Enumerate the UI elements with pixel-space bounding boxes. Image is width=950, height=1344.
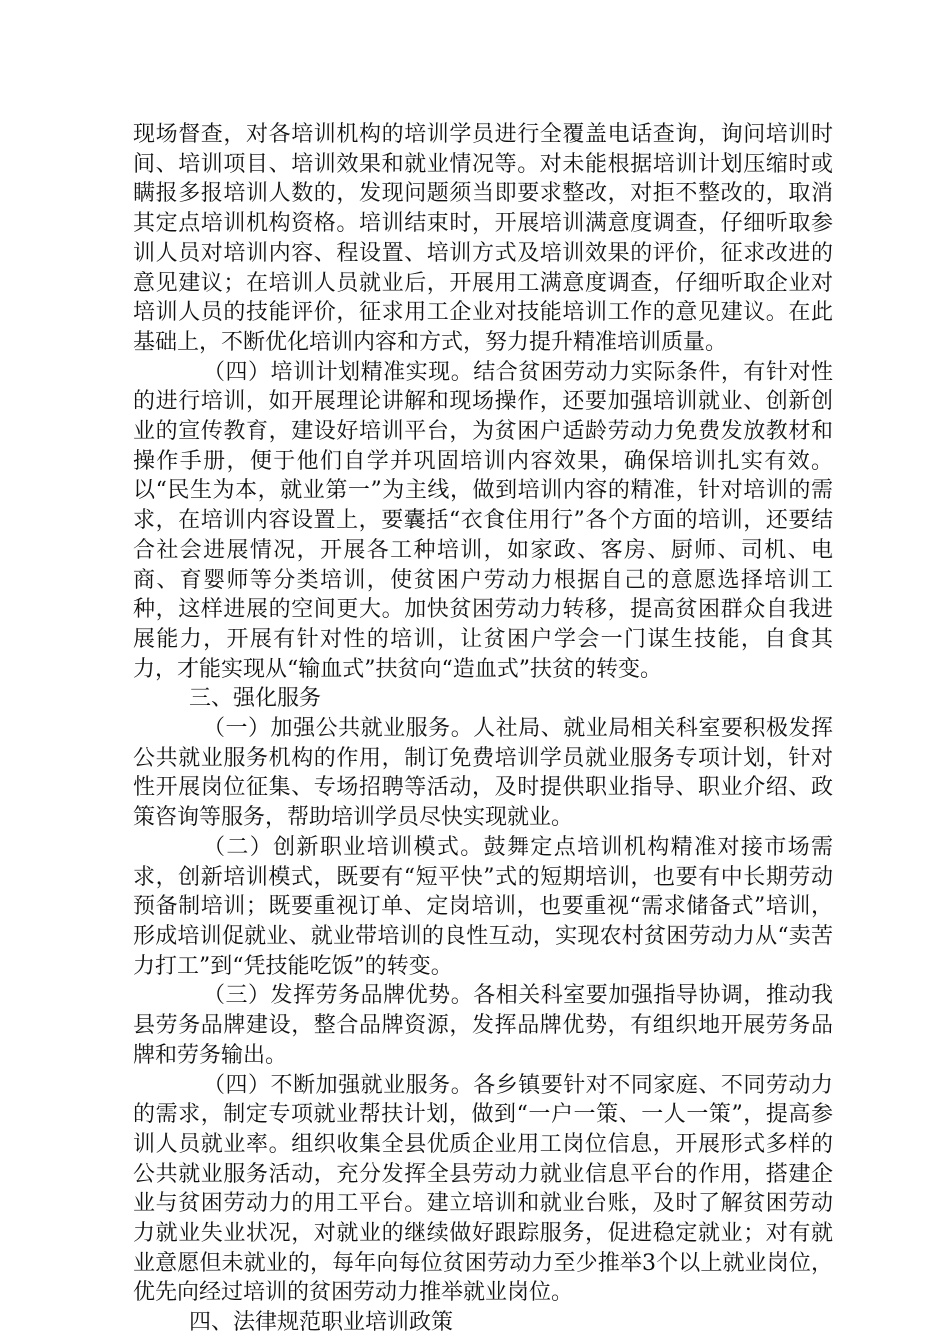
paragraph-public-employment-service: （一）加强公共就业服务。人社局、就业局相关科室要积极发挥公共就业服务机构的作用，制订免费培训学员就业服务专项计划，针对性开展岗位征集、专场招聘等活动，及时提供职业指导、职业介绍、政策咨询等服务，帮助培训学员尽快实现就业。 bbox=[133, 716, 833, 831]
paragraph-training-plan: （四）培训计划精准实现。结合贫困劳动力实际条件，有针对性的进行培训，如开展理论讲解和现场操作，还要加强培训就业、创新创业的宣传教育，建设好培训平台，为贫困户适龄劳动力免费发放教材和操作手册，便于他们自学并巩固培训内容效果，确保培训扎实有效。以“民生为本，就业第一”为主线，做到培训内容的精准，针对培训的需求，在培训内容设置上，要囊括“衣食住用行”各个方面的培训，还要结合社会进展情况，开展各工种培训，如家政、客房、厨师、司机、电商、育婴师等分类培训，使贫困户劳动力根据自己的意愿选择培训工种，这样进展的空间更大。加快贫困劳动力转移，提高贫困群众自我进展能力，开展有针对性的培训，让贫困户学会一门谋生技能，自食其力，才能实现从“输血式”扶贫向“造血式”扶贫的转变。 bbox=[133, 359, 833, 682]
document-body bbox=[133, 120, 833, 1338]
paragraph-labor-brand: （三）发挥劳务品牌优势。各相关科室要加强指导协调，推动我县劳务品牌建设，整合品牌资源，发挥品牌优势，有组织地开展劳务品牌和劳务输出。 bbox=[133, 983, 833, 1068]
paragraph-continuation: 现场督查，对各培训机构的培训学员进行全覆盖电话查询，询问培训时间、培训项目、培训效果和就业情况等。对未能根据培训计划压缩时或瞒报多报培训人数的，发现问题须当即要求整改，对拒不整改的，取消其定点培训机构资格。培训结束时，开展培训满意度调查，仔细听取参训人员对培训内容、程设置、培训方式及培训效果的评价，征求改进的意见建议；在培训人员就业后，开展用工满意度调查，仔细听取企业对培训人员的技能评价，征求用工企业对技能培训工作的意见建议。在此基础上，不断优化培训内容和方式，努力提升精准培训质量。 bbox=[133, 122, 833, 355]
section-heading-strengthen-service: 三、强化服务 bbox=[189, 686, 322, 712]
section-heading-training-policy: 四、法律规范职业培训政策 bbox=[189, 1310, 454, 1336]
paragraph-strengthen-employment-service: （四）不断加强就业服务。各乡镇要针对不同家庭、不同劳动力的需求，制定专项就业帮扶计划，做到“一户一策、一人一策”，提高参训人员就业率。组织收集全县优质企业用工岗位信息，开展形式多样的公共就业服务活动，充分发挥全县劳动力就业信息平台的作用，搭建企业与贫困劳动力的用工平台。建立培训和就业台账，及时了解贫困劳动力就业失业状况，对就业的继续做好跟踪服务，促进稳定就业；对有就业意愿但未就业的，每年向每位贫困劳动力至少推举3个以上就业岗位，优先向经过培训的贫困劳动力推举就业岗位。 bbox=[133, 1072, 833, 1306]
paragraph-innovate-training-model: （二）创新职业培训模式。鼓舞定点培训机构精准对接市场需求，创新培训模式，既要有“短平快”式的短期培训，也要有中长期劳动预备制培训；既要重视订单、定岗培训，也要重视“需求储备式”培训，形成培训促就业、就业带培训的良性互动，实现农村贫困劳动力从“卖苦力打工”到“凭技能吃饭”的转变。 bbox=[133, 834, 833, 979]
